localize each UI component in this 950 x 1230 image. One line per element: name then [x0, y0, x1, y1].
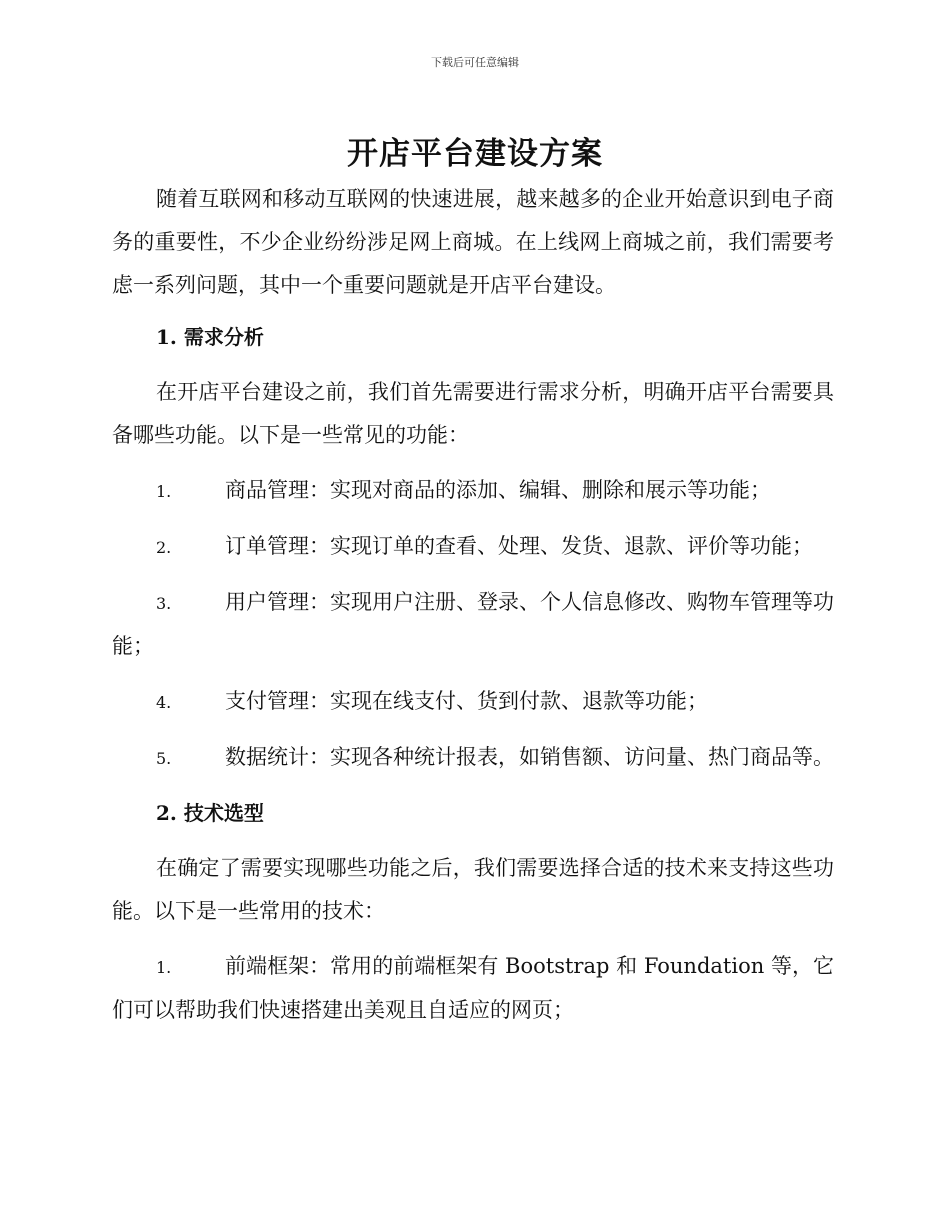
list-item-number: 2. — [156, 538, 172, 557]
document-title: 开店平台建设方案 — [347, 136, 603, 172]
list-item-number: 5. — [156, 749, 172, 768]
list-item — [112, 525, 834, 569]
list-item-number: 3. — [156, 594, 172, 613]
list-item — [112, 581, 834, 668]
section-heading-requirements — [112, 316, 834, 359]
header-note: 下载后可任意编辑 — [431, 56, 519, 69]
document-body — [112, 178, 834, 1032]
list-item — [112, 736, 834, 780]
list-item-text: 支付管理：实现在线支付、货到付款、退款等功能； — [225, 689, 708, 713]
section-heading-tech-selection — [112, 792, 834, 835]
list-item-number: 1. — [156, 482, 172, 501]
list-item-text: 数据统计：实现各种统计报表，如销售额、访问量、热门商品等。 — [225, 745, 834, 769]
section-heading-text: 需求分析 — [183, 325, 264, 349]
section-lead-paragraph: 在确定了需要实现哪些功能之后，我们需要选择合适的技术来支持这些功能。以下是一些常用的技术： — [112, 856, 834, 923]
section-heading-text: 技术选型 — [183, 801, 264, 825]
list-item-number: 4. — [156, 693, 172, 712]
list-item-text: 订单管理：实现订单的查看、处理、发货、退款、评价等功能； — [225, 534, 813, 558]
list-item — [112, 945, 834, 1032]
list-item — [112, 680, 834, 724]
section-heading-number: 2. — [156, 801, 177, 825]
section-lead-paragraph: 在开店平台建设之前，我们首先需要进行需求分析，明确开店平台需要具备哪些功能。以下是一些常见的功能： — [112, 380, 834, 447]
list-item-text: 前端框架：常用的前端框架有 Bootstrap 和 Foundation 等，它们可以帮助我们快速搭建出美观且自适应的网页； — [112, 954, 834, 1022]
list-item-number: 1. — [156, 958, 172, 977]
intro-paragraph: 随着互联网和移动互联网的快速进展，越来越多的企业开始意识到电子商务的重要性，不少企业纷纷涉足网上商城。在上线网上商城之前，我们需要考虑一系列问题，其中一个重要问题就是开店平台建设。 — [112, 187, 834, 297]
list-item — [112, 469, 834, 513]
list-item-text: 用户管理：实现用户注册、登录、个人信息修改、购物车管理等功能； — [112, 590, 834, 658]
list-item-text: 商品管理：实现对商品的添加、编辑、删除和展示等功能； — [225, 478, 771, 502]
section-heading-number: 1. — [156, 325, 177, 349]
